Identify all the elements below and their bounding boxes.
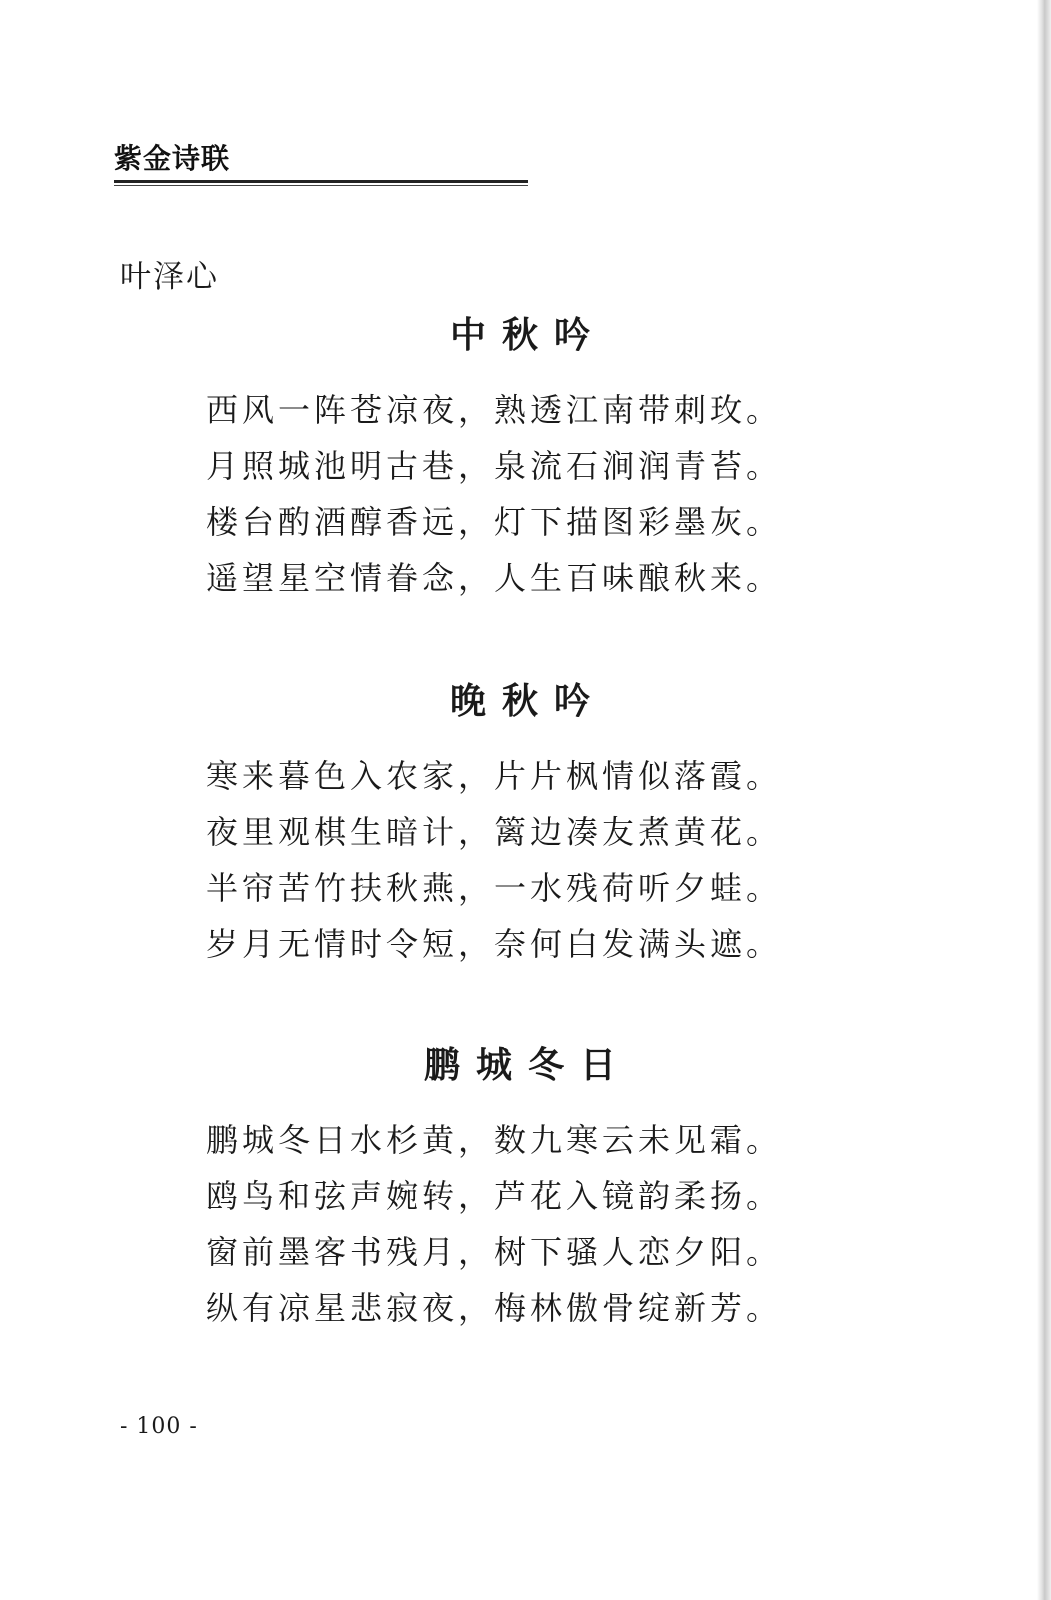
running-header bbox=[114, 140, 528, 186]
header-rule-thin bbox=[114, 185, 528, 186]
poem-line: 西风一阵苍凉夜，熟透江南带刺玫。 bbox=[206, 391, 783, 429]
poem-line: 月照城池明古巷，泉流石涧润青苔。 bbox=[206, 447, 783, 485]
poem-title: 中秋吟 bbox=[449, 314, 606, 356]
book-title: 紫金诗联 bbox=[114, 142, 231, 175]
poem-line: 岁月无情时令短，奈何白发满头遮。 bbox=[206, 925, 783, 963]
poem-line: 夜里观棋生暗计，篱边凑友煮黄花。 bbox=[206, 813, 783, 851]
poem-line: 纵有凉星悲寂夜，梅林傲骨绽新芳。 bbox=[206, 1289, 783, 1327]
poem-line: 鹏城冬日水杉黄，数九寒云未见霜。 bbox=[206, 1121, 783, 1159]
poem-line: 寒来暮色入农家，片片枫情似落霞。 bbox=[206, 757, 783, 795]
poem-line: 楼台酌酒醇香远，灯下描图彩墨灰。 bbox=[206, 503, 783, 541]
poem-line: 鸥鸟和弦声婉转，芦花入镜韵柔扬。 bbox=[206, 1177, 783, 1215]
poem-body bbox=[206, 1112, 1040, 1336]
poem-body bbox=[206, 382, 1040, 606]
author-name: 叶泽心 bbox=[120, 259, 219, 295]
poem-line: 遥望星空情眷念，人生百味酿秋来。 bbox=[206, 559, 783, 597]
header-rule-thick bbox=[114, 180, 528, 183]
page-number: - 100 - bbox=[120, 1414, 198, 1439]
poem-title: 晚秋吟 bbox=[449, 680, 606, 722]
poem-pengcheng-dongri bbox=[0, 1040, 1040, 1336]
poem-wanqiuyin bbox=[0, 676, 1040, 972]
poem-title: 鹏城冬日 bbox=[423, 1044, 632, 1086]
poem-body bbox=[206, 748, 1040, 972]
poem-zhongqiuyin bbox=[0, 310, 1040, 606]
poem-line: 半帘苦竹扶秋燕，一水残荷听夕蛙。 bbox=[206, 869, 783, 907]
poem-line: 窗前墨客书残月，树下骚人恋夕阳。 bbox=[206, 1233, 783, 1271]
